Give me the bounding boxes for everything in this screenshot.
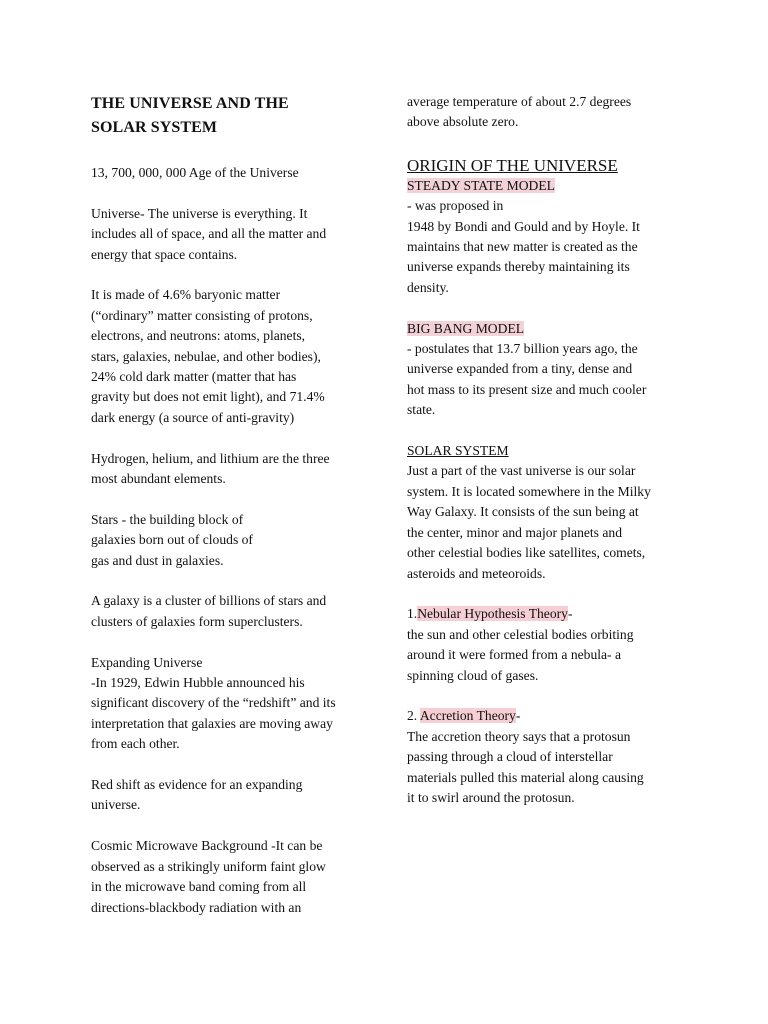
text-line: (“ordinary” matter consisting of protons, (91, 307, 313, 323)
solar-system-heading: SOLAR SYSTEM (407, 443, 509, 459)
universe-definition (91, 204, 376, 265)
steady-state-section (407, 176, 697, 298)
text-line: passing through a cloud of interstellar (407, 749, 613, 765)
text-line: The accretion theory says that a protosun (407, 728, 631, 744)
nebular-heading: Nebular Hypothesis Theory (417, 606, 568, 622)
text-line: - was proposed in (407, 198, 504, 214)
text-line: galaxies born out of clouds of (91, 532, 253, 548)
text-line: in the microwave band coming from all (91, 879, 307, 895)
galaxy-definition (91, 591, 376, 632)
expanding-universe (91, 653, 376, 755)
text-line: it to swirl around the protosun. (407, 789, 575, 805)
steady-state-heading: STEADY STATE MODEL (407, 177, 555, 193)
text-line: It is made of 4.6% baryonic matter (91, 287, 281, 303)
text-line: 24% cold dark matter (matter that has (91, 369, 297, 385)
text-line: clusters of galaxies form superclusters. (91, 613, 303, 629)
solar-system-section (407, 441, 697, 584)
stars-definition (91, 510, 376, 571)
text-line: Just a part of the vast universe is our solar (407, 463, 636, 479)
text-line: maintains that new matter is created as the (407, 239, 638, 255)
text-line: above absolute zero. (407, 114, 519, 130)
text-line: other celestial bodies like satellites, comets, (407, 545, 646, 561)
text-line: the center, minor and major planets and (407, 524, 622, 540)
text-line: - postulates that 13.7 billion years ago, the (407, 341, 638, 357)
text-line: asteroids and meteoroids. (407, 565, 546, 581)
text-line: Stars - the building block of (91, 511, 244, 527)
accretion-number: 2. (407, 708, 420, 724)
text-line: around it were formed from a nebula- a (407, 647, 622, 663)
red-shift-evidence (91, 775, 376, 816)
text-line: from each other. (91, 736, 180, 752)
nebular-theory-section (407, 604, 697, 686)
text-line: most abundant elements. (91, 471, 226, 487)
text-line: universe expanded from a tiny, dense and (407, 361, 633, 377)
text-line: directions-blackbody radiation with an (91, 899, 302, 915)
universe-age: 13, 700, 000, 000 Age of the Universe (91, 165, 299, 180)
text-line: interpretation that galaxies are moving away (91, 715, 333, 731)
text-line: Expanding Universe (91, 654, 203, 670)
text-line: electrons, and neutrons: atoms, planets, (91, 328, 306, 344)
nebular-heading-line (407, 604, 697, 624)
text-line: Cosmic Microwave Background -It can be (91, 838, 323, 854)
cosmic-microwave-background (91, 836, 376, 918)
text-line: A galaxy is a cluster of billions of stars and (91, 593, 327, 609)
text-line: universe expands thereby maintaining its (407, 259, 630, 275)
universe-composition (91, 285, 376, 428)
text-line: observed as a strikingly uniform faint glow (91, 858, 326, 874)
cmb-continuation (407, 92, 697, 133)
text-line: stars, galaxies, nebulae, and other bodies), (91, 348, 321, 364)
big-bang-heading: BIG BANG MODEL (407, 320, 525, 336)
text-line: energy that space contains. (91, 246, 238, 262)
text-line: dark energy (a source of anti-gravity) (91, 409, 295, 425)
document-title-line1: THE UNIVERSE AND THE (91, 95, 289, 112)
right-column (407, 92, 697, 808)
text-line: Red shift as evidence for an expanding (91, 777, 303, 793)
text-line: significant discovery of the “redshift” and its (91, 695, 336, 711)
text-line: average temperature of about 2.7 degrees (407, 94, 632, 109)
text-line: hot mass to its present size and much cooler (407, 381, 647, 397)
text-line: Hydrogen, helium, and lithium are the three (91, 450, 330, 466)
text-line: Universe- The universe is everything. It (91, 205, 308, 221)
text-line: -In 1929, Edwin Hubble announced his (91, 675, 305, 691)
accretion-heading-line (407, 706, 697, 726)
origin-heading: ORIGIN OF THE UNIVERSE (407, 155, 618, 175)
text-line: state. (407, 402, 436, 418)
abundant-elements (91, 449, 376, 490)
text-line: the sun and other celestial bodies orbiting (407, 626, 634, 642)
text-line: spinning cloud of gases. (407, 667, 539, 683)
text-line: gas and dust in galaxies. (91, 552, 224, 568)
nebular-dash: - (567, 606, 573, 622)
document-title-line2: SOLAR SYSTEM (91, 119, 218, 136)
big-bang-section (407, 319, 697, 421)
accretion-heading: Accretion Theory (419, 708, 516, 724)
left-column (91, 92, 376, 918)
text-line: Way Galaxy. It consists of the sun being at (407, 504, 639, 520)
accretion-theory-section (407, 706, 697, 808)
text-line: system. It is located somewhere in the Milky (407, 483, 651, 499)
nebular-number: 1. (407, 606, 418, 622)
text-line: includes all of space, and all the matter and (91, 226, 327, 242)
text-line: gravity but does not emit light), and 71.4% (91, 389, 325, 405)
text-line: 1948 by Bondi and Gould and by Hoyle. It (407, 218, 640, 234)
accretion-dash: - (515, 708, 521, 724)
text-line: density. (407, 279, 449, 295)
text-line: universe. (91, 797, 141, 813)
text-line: materials pulled this material along causing (407, 769, 644, 785)
